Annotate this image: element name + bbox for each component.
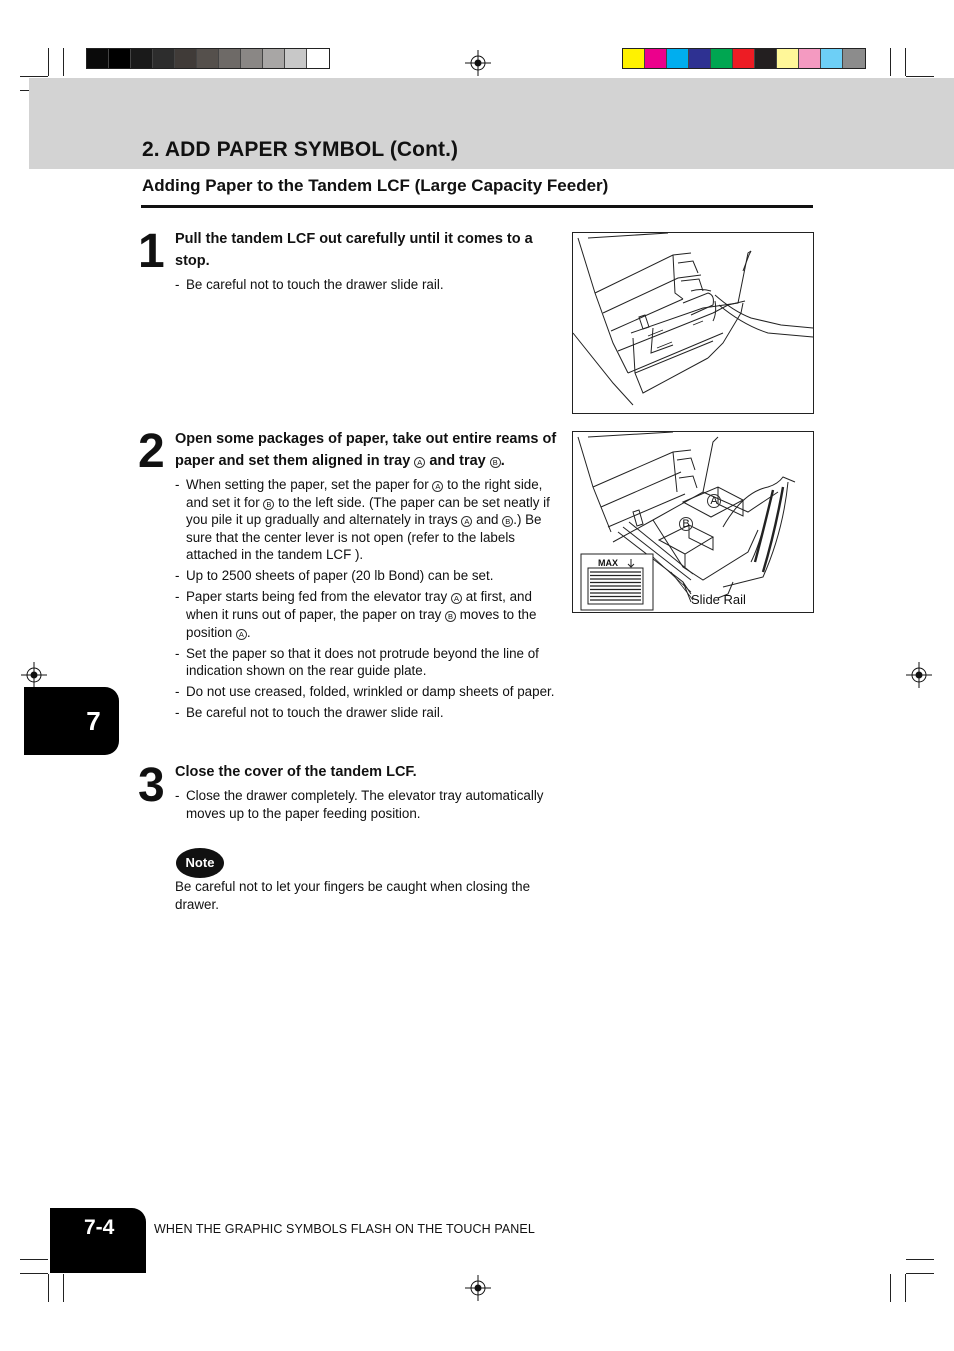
color-swatch (733, 49, 755, 68)
figure-label-b: B (679, 517, 693, 531)
grayscale-registration-bar (86, 48, 330, 69)
crop-mark (20, 76, 48, 77)
crop-mark (63, 48, 64, 76)
step-1-number: 1 (138, 225, 163, 278)
page-number: 7-4 (50, 1208, 146, 1273)
list-item: - Be careful not to touch the drawer slide rail. (175, 705, 444, 721)
color-swatch (285, 49, 307, 68)
pull-drawer-illustration (573, 233, 814, 414)
tray-a-symbol: A (414, 457, 425, 468)
footer-chapter-title: WHEN THE GRAPHIC SYMBOLS FLASH ON THE TOUCH PANEL (154, 1222, 535, 1236)
section-title: Adding Paper to the Tandem LCF (Large Capacity Feeder) (142, 176, 609, 195)
crop-mark (906, 1259, 934, 1260)
crop-mark (905, 48, 906, 76)
color-swatch (219, 49, 241, 68)
tray-b-symbol: B (263, 499, 274, 510)
section-divider (141, 205, 813, 208)
note-text: Be careful not to let your fingers be caught when closing the drawer. (175, 879, 531, 912)
crop-mark (890, 48, 891, 76)
color-swatch (241, 49, 263, 68)
list-item: - Do not use creased, folded, wrinkled or damp sheets of paper. (175, 684, 555, 700)
color-swatch (711, 49, 733, 68)
registration-target-icon (465, 50, 491, 76)
list-item: - Be careful not to touch the drawer slide rail. (175, 277, 444, 292)
tray-b-symbol: B (490, 457, 501, 468)
figure-label-max: MAX (598, 558, 618, 568)
color-swatch (777, 49, 799, 68)
crop-mark (63, 1274, 64, 1302)
color-swatch (307, 49, 329, 68)
figure-set-paper (572, 431, 814, 613)
tray-a-symbol: A (236, 629, 247, 640)
color-swatch (667, 49, 689, 68)
step-1-bullets (175, 276, 565, 297)
list-item: - Close the drawer completely. The elevator tray automatically moves up to the paper feeding position. (175, 788, 544, 821)
color-swatch (645, 49, 667, 68)
note-badge: Note (176, 848, 224, 878)
step-2-heading: Open some packages of paper, take out entire reams of paper and set them aligned in tray A and tray B . (175, 431, 557, 469)
color-swatch (87, 49, 109, 68)
color-swatch (689, 49, 711, 68)
tray-a-symbol: A (461, 516, 472, 527)
crop-mark (905, 1274, 906, 1302)
color-swatch (821, 49, 843, 68)
crop-mark (48, 1274, 49, 1302)
crop-mark (906, 76, 934, 77)
tray-a-symbol: A (451, 593, 462, 604)
tray-a-symbol: A (432, 481, 443, 492)
list-item: - Set the paper so that it does not protrude beyond the line of indication shown on the rear guide plate. (175, 645, 539, 679)
crop-mark (906, 1273, 934, 1274)
crop-mark (20, 1259, 48, 1260)
color-swatch (197, 49, 219, 68)
figure-pull-drawer (572, 232, 814, 414)
tray-b-symbol: B (502, 516, 513, 527)
step-2-number: 2 (138, 425, 163, 478)
chapter-tab: 7 (24, 687, 119, 755)
registration-target-icon (465, 1275, 491, 1301)
step-1-heading: Pull the tandem LCF out carefully until it comes to a stop. (175, 231, 533, 269)
crop-mark (20, 1273, 48, 1274)
figure-label-a: A (707, 494, 721, 508)
page-title: 2. ADD PAPER SYMBOL (Cont.) (142, 138, 459, 161)
step-2-bullets (175, 476, 565, 725)
color-swatch (263, 49, 285, 68)
step-3-bullets (175, 787, 565, 826)
color-swatch (175, 49, 197, 68)
step-3-heading: Close the cover of the tandem LCF. (175, 764, 417, 780)
figure-label-slide-rail: Slide Rail (691, 592, 746, 607)
color-swatch (843, 49, 865, 68)
color-swatch (799, 49, 821, 68)
crop-mark (48, 48, 49, 76)
list-item: - When setting the paper, set the paper for A to the right side, and set it for B to the left side. (The paper can be set neatly if you pile it up gradually and alternately in trays A and B .) Be sure that the center lever is not open (refer to the labels attached in the tandem LCF ). (175, 477, 550, 563)
color-swatch (131, 49, 153, 68)
tray-b-symbol: B (445, 611, 456, 622)
list-item: - Paper starts being fed from the elevator tray A at first, and when it runs out of paper, the paper on tray B moves to the position A . (175, 589, 537, 640)
step-3-number: 3 (138, 759, 163, 812)
registration-target-icon (21, 662, 47, 688)
color-swatch (755, 49, 777, 68)
list-item: - Up to 2500 sheets of paper (20 lb Bond) can be set. (175, 568, 494, 584)
crop-mark (890, 1274, 891, 1302)
set-paper-illustration (573, 432, 814, 613)
color-swatch (153, 49, 175, 68)
registration-target-icon (906, 662, 932, 688)
color-swatch (623, 49, 645, 68)
color-swatch (109, 49, 131, 68)
color-registration-bar (622, 48, 866, 69)
